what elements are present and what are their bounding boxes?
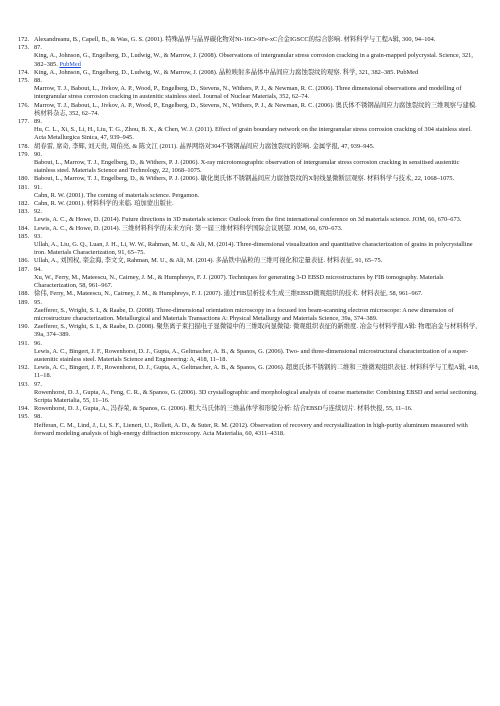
reference-text: Rowenhorst, D. J., Gupta, A., 冯春荣, & Spanos, G. (2006). 粗大马氏体的三维晶体学和形貌分析: 结合EBSD与连续切片. 材料快报, 55, 11–16. [34,405,413,413]
reference-item [18,36,482,44]
reference-item [18,307,482,323]
reference-text: Zaefferer, S., Wright, S. I., & Raabe, D. (2008). Three-dimensional orientation microscopy in a focused ion beam-scanning electron microscope: A new dimension of microstructure characterization. Metallurgical and Materials Transactions A: Physical Metallurgy and Materials Science, 39a, 374–389. [34,306,454,322]
reference-number: 188. [18,290,30,298]
reference-number: 194. [18,405,30,413]
pubmed-link[interactable]: PubMed [59,60,81,68]
reference-text: Lewis, A. C., & Howe, D. (2014). 三维材料科学的未来方向: 第一届三维材料科学国际会议展望. JOM, 66, 670–673. [34,224,343,232]
reference-item [18,233,482,241]
reference-text: Lewis, A. C., & Howe, D. (2014). Future directions in 3D materials science: Outlook from the first international conference on 3d materials science. JOM, 66, 670–673. [34,216,462,224]
reference-text: 徐伟, Ferry, M., Mateescu, N., Cairney, J. M., & Humphreys, F. J. (2007). 通过FIB层析技术生成三维EBSD微观组织的技术. 材料表征, 58, 961–967. [34,290,423,298]
reference-item [18,159,482,175]
reference-number: 174. [18,68,30,76]
reference-number: 190. [18,323,30,331]
reference-text: King, A., Johnson, G., Engelberg, D., Ludwig, W., & Marrow, J. (2008). 晶粒映射多晶体中晶间应力腐蚀裂纹的观察. 科学, 321, 382–385. PubMed [34,68,419,76]
reference-number: 185. [18,232,30,240]
reference-number: 178. [18,142,30,150]
reference-item [18,102,482,118]
reference-number: 175. [18,77,30,85]
reference-number: 176. [18,101,30,109]
reference-text: Xu, W., Ferry, M., Mateescu, N., Cairney, J. M., & Humphreys, F. J. (2007). Techniques for generating 3-D EBSD microstructures by FIB tomography. Materials Characterization, 58, 961–967. [34,273,444,290]
reference-text: Hu, C. L., Xi, S., Li, H., Liu, T. G., Zhou, B. X., & Chen, W. J. (2011). Effect of grain boundary network on the intergranular stress corrosion cracking of 304 stainless steel. Acta Metallurgica Sinica, 47, 939–945. [34,126,472,142]
reference-item [18,126,482,142]
reference-number: 187. [18,265,30,273]
reference-number: 179. [18,150,30,158]
reference-text: Zaefferer, S., Wright, S. I., & Raabe, D. (2008). 聚焦离子束扫描电子显微镜中的三维取向显微镜: 微观组织表征的新维度. 冶金与材料学报A辑: 物理冶金与材料科学, 39a, 374–389. [34,323,477,339]
reference-text: Cahn, R. W. (2001). The coming of materials science. Pergamon. [34,191,200,199]
reference-item [18,175,482,183]
reference-text: 97. [34,380,42,388]
reference-number: 181. [18,183,30,191]
reference-number: 177. [18,118,30,126]
reference-item [18,225,482,233]
reference-number: 191. [18,339,30,347]
reference-text: 胡春雷, 席奇, 李辉, 刘天贵, 周伯亮, & 陈文江 (2011). 晶界网络对304不锈钢晶间应力腐蚀裂纹的影响. 金属学报, 47, 939–945. [34,142,375,150]
reference-text: Babout, L., Marrow, T. J., Engelberg, D., & Withers, P. J. (2006). X-ray microtomographic observation of intergranular stress corrosion cracking in sensitised austenitic stainless steel. Materials Science and Technology, 22, 1068–1075. [34,159,460,175]
reference-number: 193. [18,380,30,388]
reference-text: 96. [34,339,42,347]
reference-number: 184. [18,224,30,232]
reference-item [18,389,482,405]
reference-item [18,299,482,307]
reference-item [18,192,482,200]
reference-text: Alexandreanu, B., Capell, B., & Was, G. S. (2001). 特殊晶界与晶界碳化物对Ni-16Cr-9Fe-xC合金IGSCC的综合影响. 材料科学与工程A辑, 300, 94–104. [34,36,436,43]
reference-number: 195. [18,413,30,421]
reference-number: 182. [18,200,30,208]
reference-number: 186. [18,257,30,265]
reference-item [18,85,482,101]
reference-text: Ullah, A., Liu, G. Q., Luan, J. H., Li, W. W., Rahman, M. U., & Ali, M. (2014). Three-dimensional visualization and quantitative characterization of grains in polycrystalline iron. Materials Characterization, 91, 65–75. [34,241,473,257]
reference-number: 192. [18,364,30,372]
reference-text: 92. [34,208,42,216]
reference-item [18,241,482,257]
reference-number: 173. [18,44,30,52]
reference-text: Lewis, A. C., Bingert, J. F., Rowenhorst, D. J., Gupta, A., Geltmacher, A. B., & Spanos, G. (2006). Two- and three-dimensional microstructural characterization of a super-austenitic stainless steel. Materials Science and Engineering: A, 418, 11–18. [34,347,469,363]
reference-text: Cahn, R. W. (2001). 材料科学的来临. 珀加蒙出版社. [34,200,174,208]
reference-item [18,216,482,224]
reference-number: 189. [18,298,30,306]
reference-text: 91. [34,183,42,191]
reference-number: 172. [18,36,30,43]
reference-item [18,118,482,126]
reference-item [18,257,482,265]
reference-item [18,422,482,438]
reference-text: 94. [34,265,42,273]
reference-item [18,44,482,52]
reference-item [18,266,482,274]
reference-text: Marrow, T. J., Babout, L., Jivkov, A. P., Wood, P., Engelberg, D., Stevens, N., Withers, P. J., & Newman, R. C. (2006). Three dimensional observations and modelling of intergranular stress corrosion cracking in austenitic stainless steel. Journal of Nuclear Materials, 352, 62–74. [34,85,462,101]
reference-text: Hefferan, C. M., Lind, J., Li, S. F., Lienert, U., Rollett, A. D., & Suter, R. M. (2012). Observation of recovery and recrystallization in high-purity aluminum measured with forward modeling analysis of high-energy diffraction microscopy. Acta Materialia, 60, 4311–4318. [34,421,468,437]
reference-item [18,77,482,85]
reference-text: 89. [34,118,42,126]
reference-item [18,69,482,77]
reference-item [18,405,482,413]
reference-text: Rowenhorst, D. J., Gupta, A., Feng, C. R., & Spanos, G. (2006). 3D crystallographic and morphological analysis of coarse martensite: Combining EBSD and serial sectioning. Scripta Materialia, 55, 11–16. [34,388,478,404]
reference-text: 88. [34,77,42,85]
reference-item [18,151,482,159]
reference-item [18,208,482,216]
reference-text: 90. [34,150,42,158]
reference-number: 180. [18,175,30,183]
reference-item [18,413,482,421]
reference-item [18,348,482,364]
reference-item [18,364,482,380]
reference-text: 93. [34,232,42,240]
reference-item [18,381,482,389]
reference-text: 95. [34,298,42,306]
reference-text: Babout, L., Marrow, T. J., Engelberg, D., & Withers, P. J. (2006). 敏化奥氏体不锈钢晶间应力腐蚀裂纹的X射线显微断层观察. 材料科学与技术, 22, 1068–1075. [34,175,455,183]
reference-item [18,323,482,339]
reference-text: Ullah, A., 刘国权, 栾金海, 李文文, Rahman, M. U., & Ali, M. (2014). 多晶铁中晶粒的三维可视化和定量表征. 材料表征, 91, 65–75. [34,257,383,265]
reference-item [18,184,482,192]
reference-item [18,52,482,68]
reference-item [18,143,482,151]
reference-list [18,36,482,438]
reference-item [18,274,482,290]
reference-text: Lewis, A. C., Bingert, J. F., Rowenhorst, D. J., Gupta, A., Geltmacher, A. B., & Spanos, G. (2006). 超奥氏体不锈钢的二维和三维微观组织表征. 材料科学与工程A辑, 418, 11–18. [34,364,480,380]
reference-number: 183. [18,208,30,216]
reference-item [18,340,482,348]
reference-text: Marrow, T. J., Babout, L., Jivkov, A. P., Wood, P., Engelberg, D., Stevens, N., Withers, P. J., & Newman, R. C. (2006). 奥氏体不锈钢晶间应力腐蚀裂纹的三维观察与建模. 核材料杂志, 352, 62–74. [34,101,477,117]
reference-text: 87. [34,44,42,52]
reference-text: King, A., Johnson, G., Engelberg, D., Ludwig, W., & Marrow, J. (2008). Observations of intergranular stress corrosion cracking in a grain-mapped polycrystal. Science, 321, 382–385. PubMed [34,52,473,68]
reference-item [18,290,482,298]
reference-item [18,200,482,208]
reference-text: 98. [34,413,42,421]
